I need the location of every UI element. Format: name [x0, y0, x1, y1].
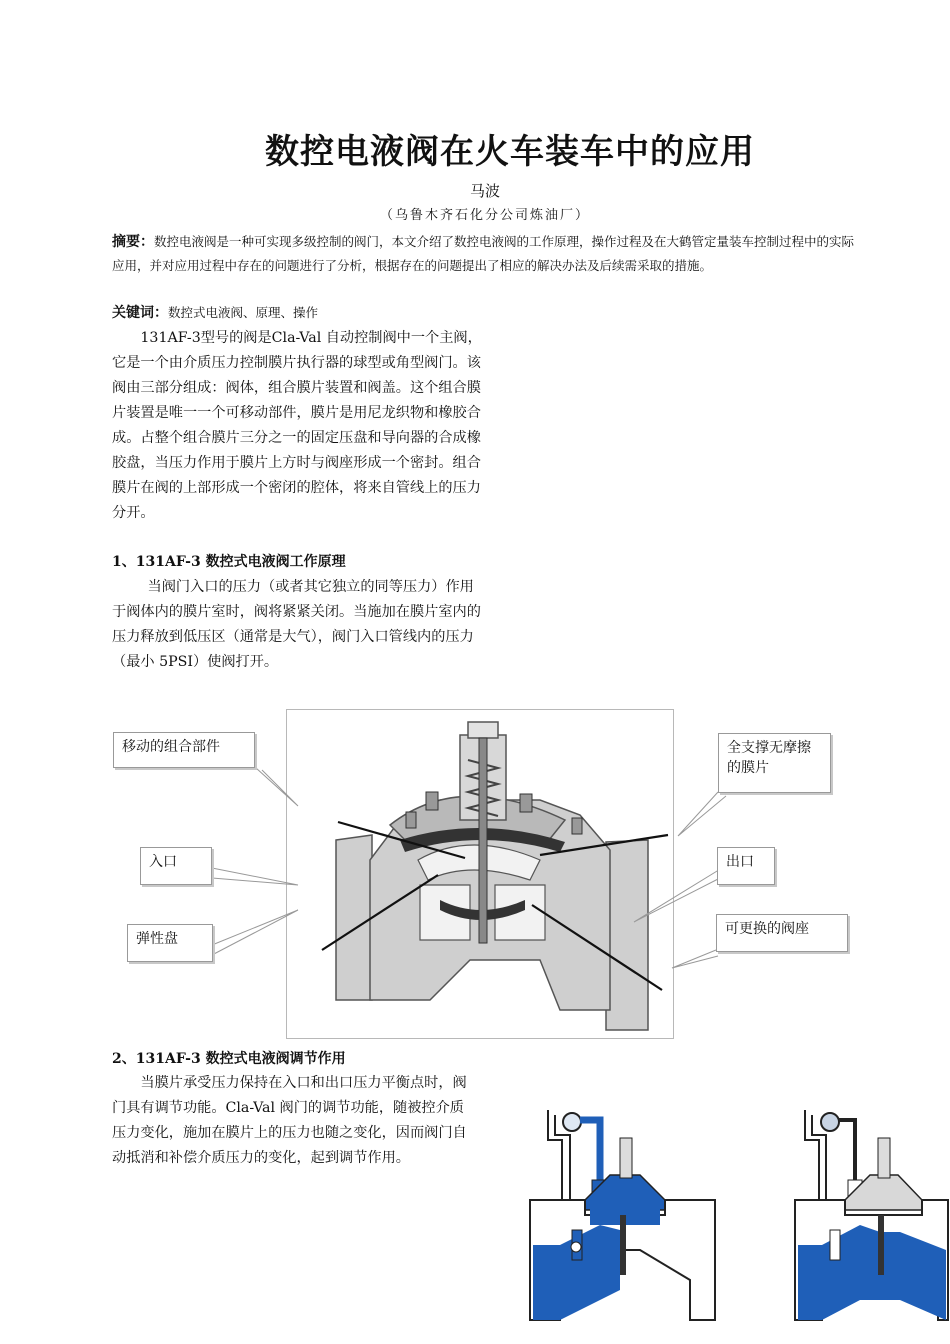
- keywords-label: 关键词：: [112, 305, 168, 321]
- abstract-label: 摘要：: [112, 234, 154, 250]
- affiliation: （乌鲁木齐石化分公司炼油厂）: [379, 208, 590, 223]
- callout-diaphragm: 全支撑无摩擦的膜片: [718, 733, 831, 793]
- callout-elastic-disc: 弹性盘: [127, 924, 213, 962]
- section-2-heading: 2、131AF-3 数控式电液阀调节作用: [112, 1051, 346, 1067]
- abstract-text: 数控电液阀是一种可实现多级控制的阀门，本文介绍了数控电液阀的工作原理，操作过程及在大鹤管定量装车控制过程中的实际应用，并对应用过程中存在的问题进行了分析，根据存在的问题提出了相应的解决办法及后续需采取的措施。: [112, 234, 855, 273]
- valve-diagram-left: [530, 1110, 715, 1320]
- section-1-heading: 1、131AF-3 数控式电液阀工作原理: [112, 554, 346, 570]
- author-name: 马波: [469, 182, 500, 200]
- section-2-text: 当膜片承受压力保持在入口和出口压力平衡点时，阀门具有调节功能。Cla-Val 阀门的调节功能，随被控介质压力变化，施加在膜片上的压力也随之变化，因而阀门自动抵消和补偿介质压力的变化，起到调节作用。: [112, 1075, 467, 1166]
- callout-seat: 可更换的阀座: [716, 914, 848, 952]
- page-title: 数控电液阀在火车装车中的应用: [265, 132, 755, 172]
- callout-inlet: 入口: [140, 847, 212, 885]
- callout-outlet: 出口: [717, 847, 775, 885]
- keywords-text: 数控式电液阀、原理、操作: [168, 305, 319, 320]
- valve-diagram-right: [795, 1110, 948, 1320]
- intro-paragraph: 131AF-3型号的阀是Cla-Val 自动控制阀中一个主阀，它是一个由介质压力控制膜片执行器的球型或角型阀门。该阀由三部分组成：阀体，组合膜片装置和阀盖。这个组合膜片装置是唯一一个可移动部件，膜片是用尼龙织物和橡胶合成。占整个组合膜片三分之一的固定压盘和导向器的合成橡胶盘，当压力作用于膜片上方时与阀座形成一个密封。组合膜片在阀的上部形成一个密闭的腔体，将来自管线上的压力分开。: [112, 330, 482, 521]
- section-1-text: 当阀门入口的压力（或者其它独立的同等压力）作用于阀体内的膜片室时，阀将紧紧关闭。当施加在膜片室内的压力释放到低压区（通常是大气），阀门入口管线内的压力（最小 5PSI）使阀打开。: [112, 579, 481, 670]
- callout-moving-assembly: 移动的组合部件: [113, 732, 255, 768]
